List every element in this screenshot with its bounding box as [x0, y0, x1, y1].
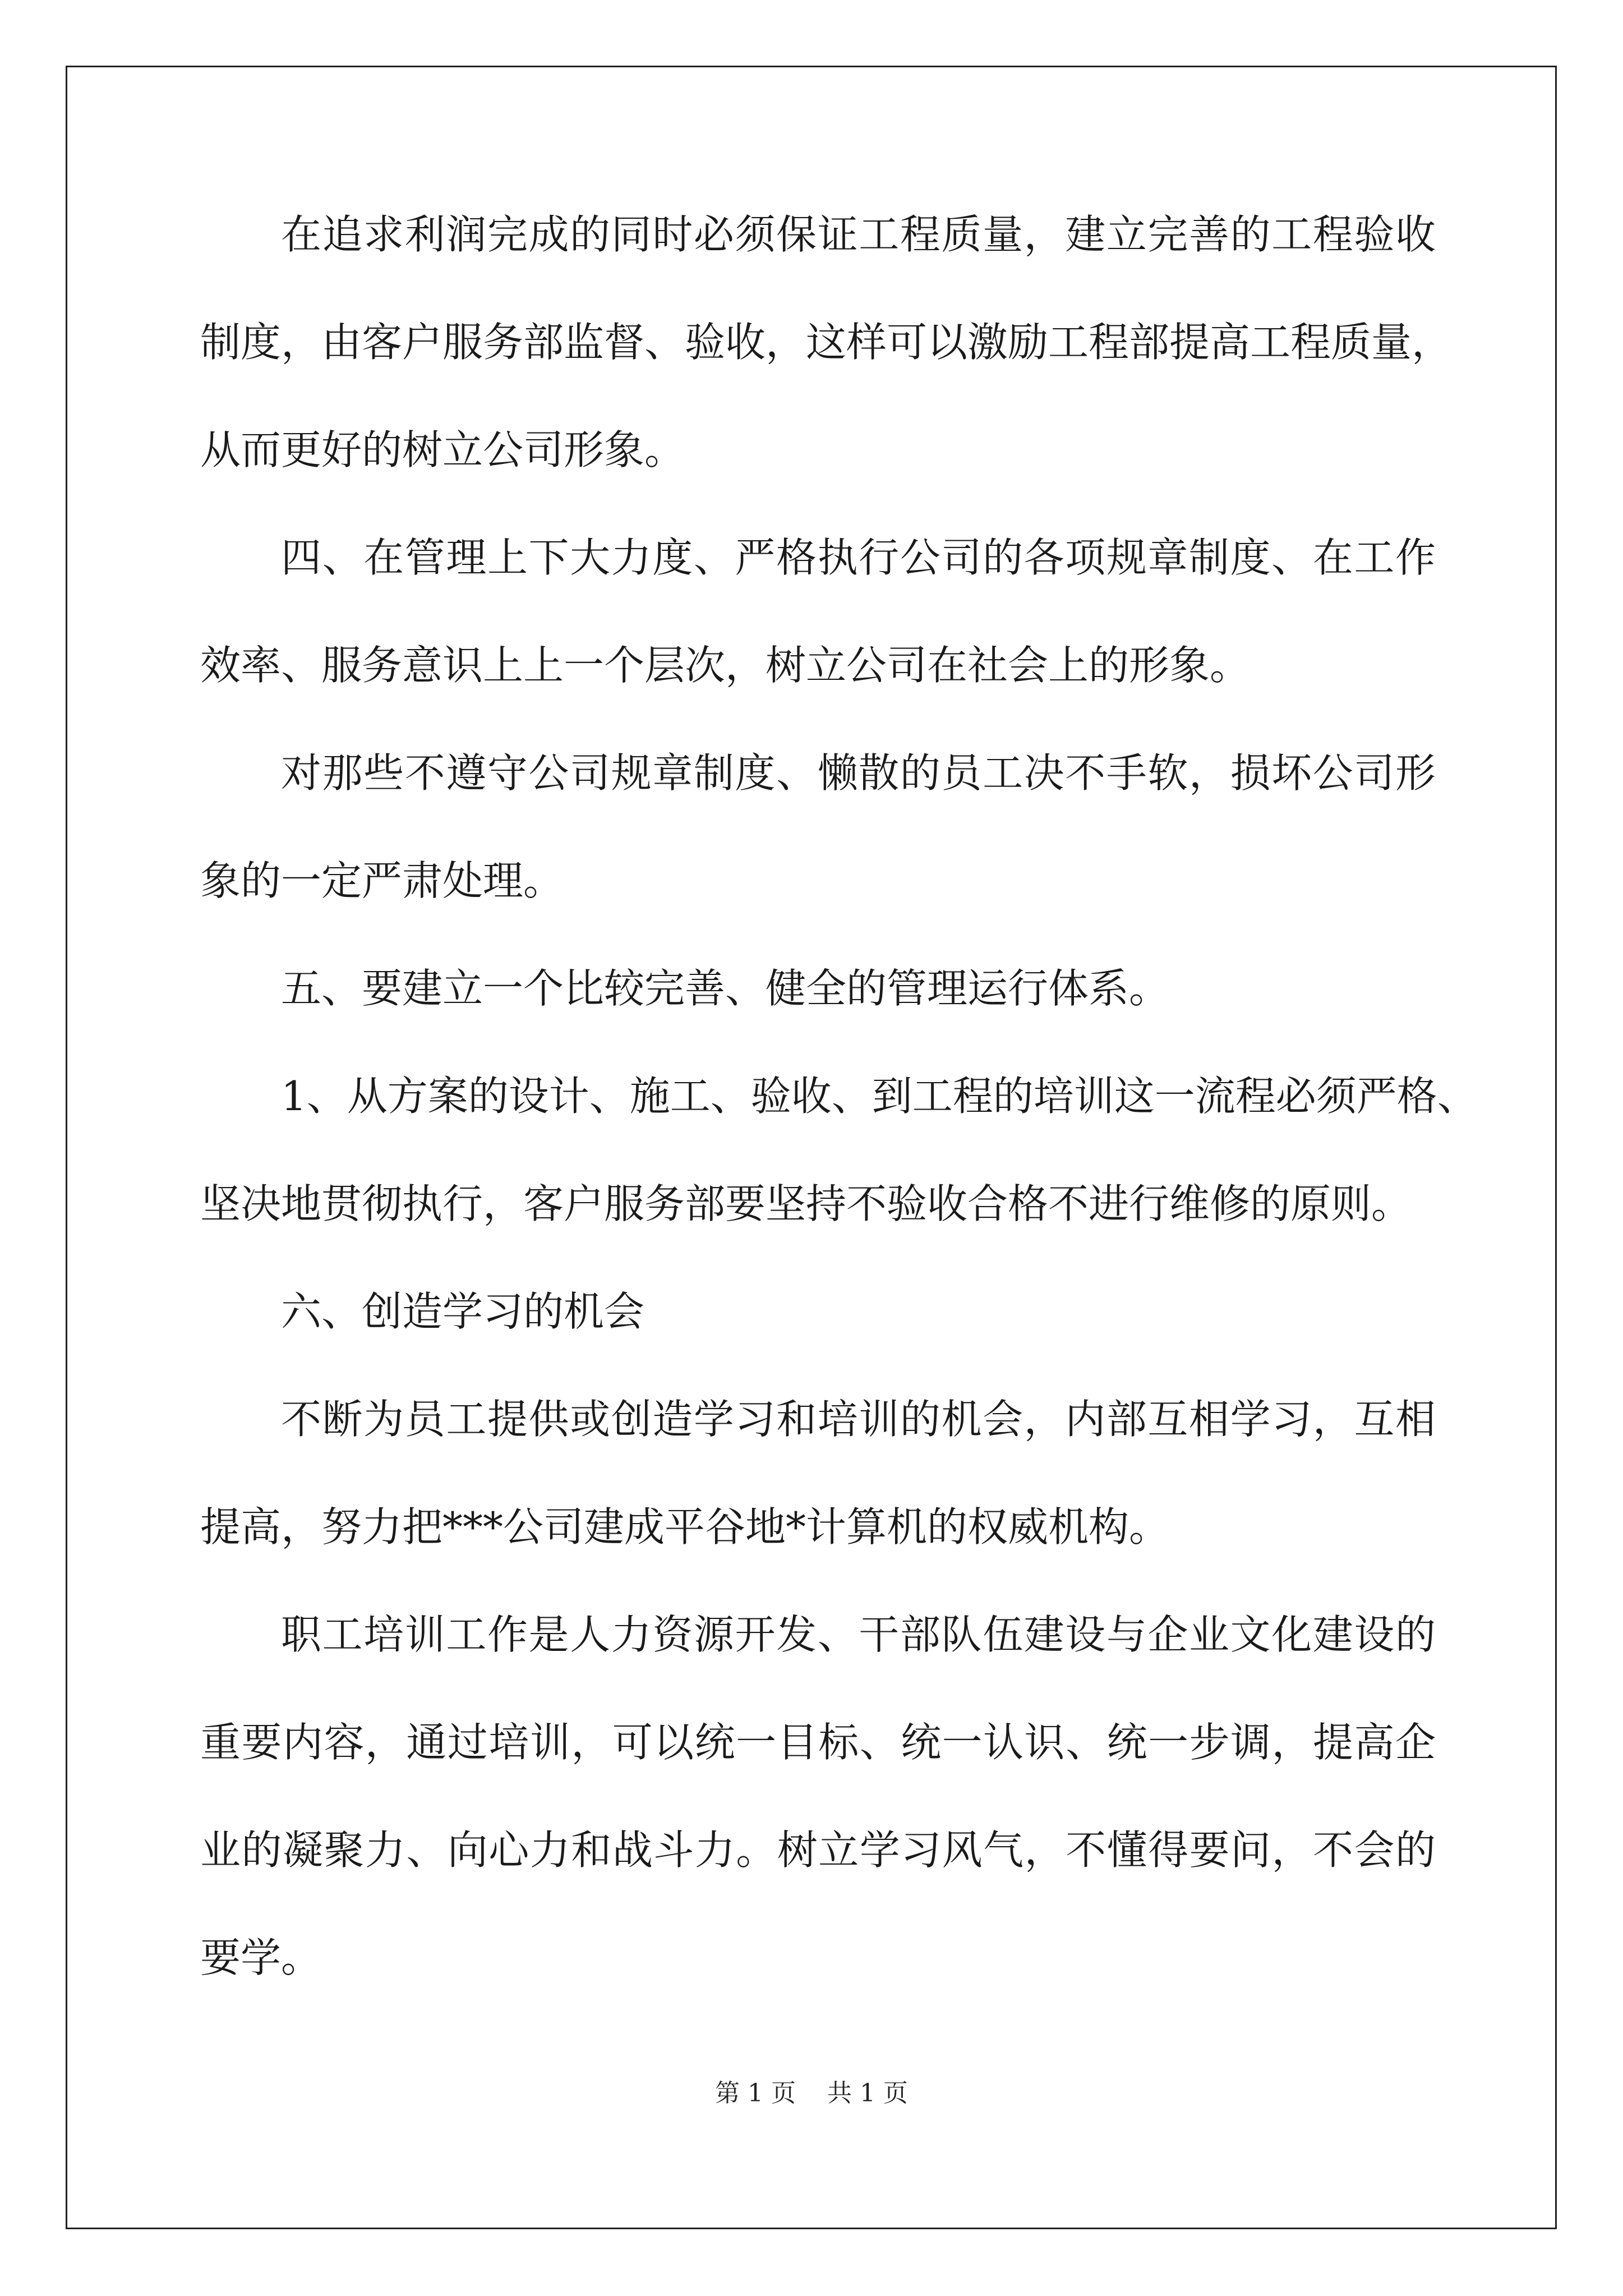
paragraph: [200, 208, 1453, 477]
paragraph: [200, 1392, 1436, 1554]
paragraph: [200, 1608, 1436, 1985]
text-line: 不断为员工提供或创造学习和培训的机会，内部互相学习，互相: [281, 1396, 1436, 1443]
text-line: 六、创造学习的机会: [281, 1288, 645, 1335]
text-line: 提高，努力把***公司建成平谷地*计算机的权威机构。: [200, 1503, 1170, 1550]
text-line: 坚决地贯彻执行，客户服务部要坚持不验收合格不进行维修的原则。: [200, 1180, 1412, 1227]
paragraph: [200, 746, 1436, 908]
paragraph: [200, 961, 1436, 1015]
text-line: 制度，由客户服务部监督、验收，这样可以激励工程部提高工程质量，: [200, 319, 1453, 366]
page-footer: 第 1 页 共 1 页: [715, 2079, 908, 2108]
text-line: 从而更好的树立公司形象。: [200, 426, 685, 473]
paragraph: [200, 1285, 1436, 1338]
text-line: 业的凝聚力、向心力和战斗力。树立学习风气，不懂得要问，不会的: [200, 1826, 1436, 1874]
text-line: 对那些不遵守公司规章制度、懒散的员工决不手软，损坏公司形: [281, 749, 1436, 797]
text-line: 五、要建立一个比较完善、健全的管理运行体系。: [281, 965, 1170, 1012]
paragraph: [200, 1069, 1478, 1231]
text-line: 要学。: [200, 1934, 322, 1981]
text-line: 职工培训工作是人力资源开发、干部队伍建设与企业文化建设的: [281, 1611, 1436, 1658]
text-line: 重要内容，通过培训，可以统一目标、统一认识、统一步调，提高企: [200, 1719, 1436, 1766]
text-line: 效率、服务意识上上一个层次，树立公司在社会上的形象。: [200, 642, 1251, 689]
text-line: 象的一定严肃处理。: [200, 857, 564, 904]
text-line: 在追求利润完成的同时必须保证工程质量，建立完善的工程验收: [281, 211, 1436, 258]
text-line: 1、从方案的设计、施工、验收、到工程的培训这一流程必须严格、: [281, 1073, 1478, 1120]
text-line: 四、在管理上下大力度、严格执行公司的各项规章制度、在工作: [281, 534, 1436, 581]
paragraph: [200, 531, 1436, 692]
document-body: [200, 208, 1478, 1985]
